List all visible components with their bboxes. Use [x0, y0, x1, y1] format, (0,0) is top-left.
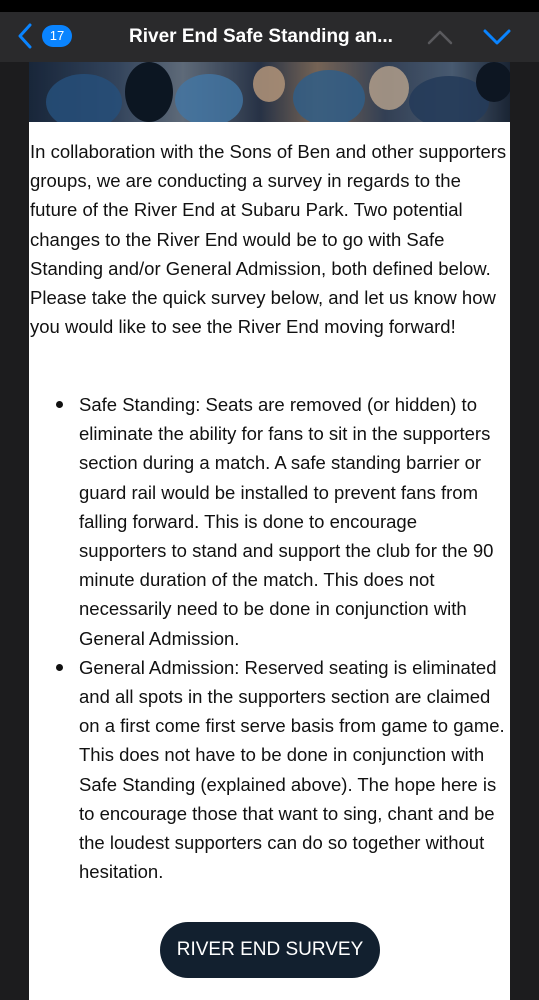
- unread-count-badge[interactable]: 17: [42, 25, 72, 47]
- message-body: [29, 62, 510, 1000]
- bullet-icon: [56, 664, 63, 671]
- bullet-icon: [56, 401, 63, 408]
- list-item: [29, 390, 509, 653]
- chevron-down-icon[interactable]: [482, 25, 512, 49]
- general-admission-definition: General Admission: Reserved seating is eliminated and all spots in the supporters section are claimed on a first come first serve basis from game to game. This does not have to be done in conjunction with Safe Standing (explained above). The hope here is to encourage those that want to sing, chant and be the loudest supporters can do so together without hesitation.: [79, 656, 505, 883]
- status-bar: [0, 0, 539, 12]
- back-chevron-icon[interactable]: [12, 23, 38, 49]
- left-margin: [0, 62, 29, 1000]
- navigation-bar: [0, 12, 539, 62]
- header-image: [29, 62, 510, 122]
- chevron-up-icon[interactable]: [426, 25, 454, 49]
- intro-paragraph: In collaboration with the Sons of Ben and other supporters groups, we are conducting a survey in regards to the future of the River End at Subaru Park. Two potential changes to the River End would be to go with Safe Standing and/or General Admission, both defined below. Please take the quick survey below, and let us know how you would like to see the River End moving forward!: [30, 141, 507, 338]
- safe-standing-definition: Safe Standing: Seats are removed (or hidden) to eliminate the ability for fans to sit in the supporters section during a match. A safe standing barrier or guard rail would be installed to prevent fans from falling forward. This is done to encourage supporters to stand and support the club for the 90 minute duration of the match. This does not necessarily need to be done in conjunction with General Admission.: [79, 394, 494, 649]
- definitions-list: [29, 390, 509, 886]
- right-margin: [510, 62, 539, 1000]
- river-end-survey-button[interactable]: RIVER END SURVEY: [160, 922, 380, 978]
- page-title: River End Safe Standing an...: [129, 26, 393, 47]
- list-item: [29, 653, 509, 887]
